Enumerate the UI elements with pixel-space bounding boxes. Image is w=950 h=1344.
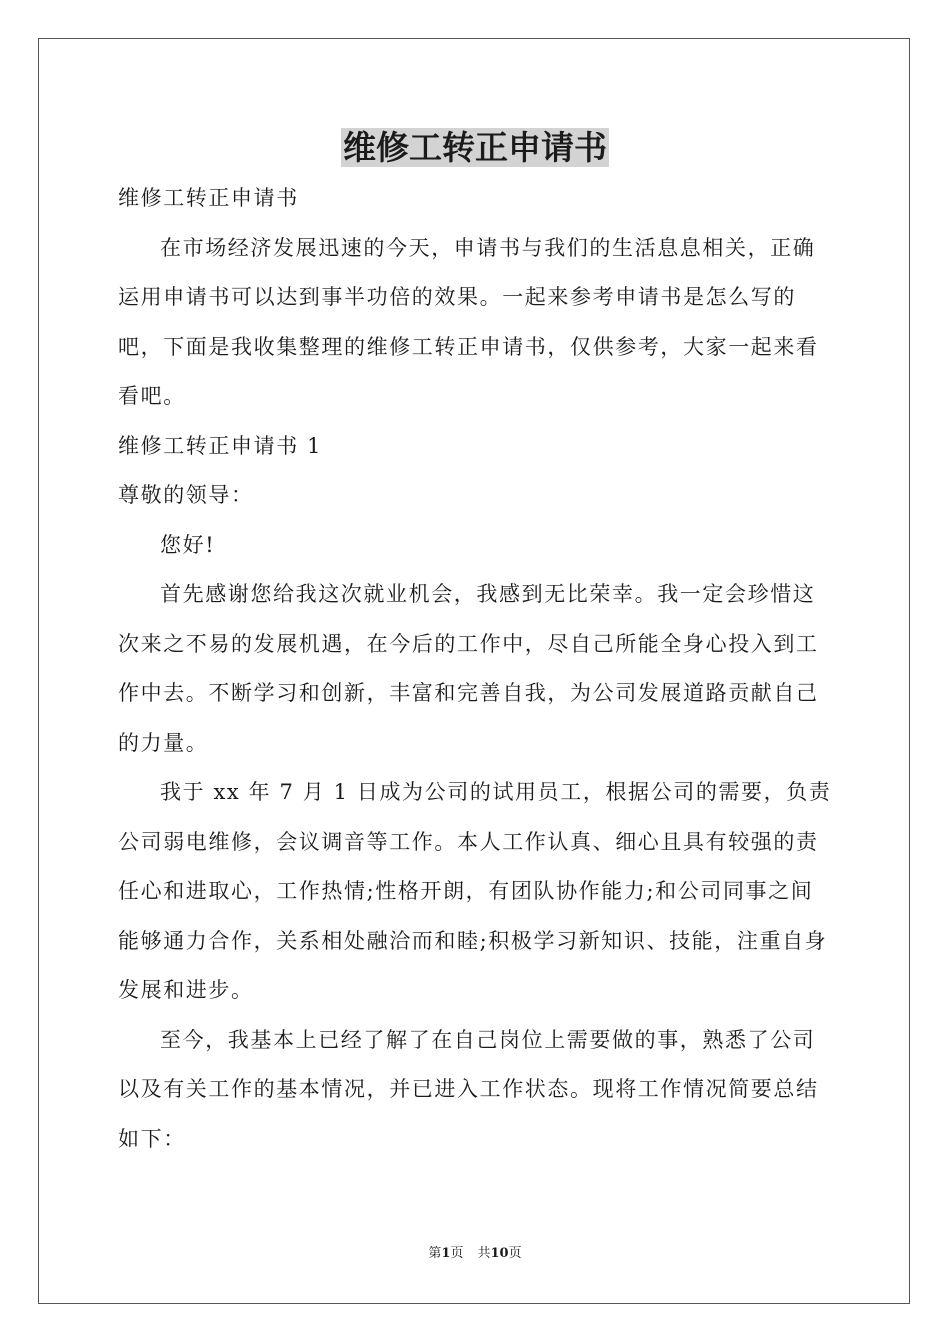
footer-current-page: 1 — [441, 1246, 451, 1261]
paragraph-1: 在市场经济发展迅速的今天，申请书与我们的生活息息相关，正确运用申请书可以达到事半功倍的效果。一起来参考申请书是怎么写的吧，下面是我收集整理的维修工转正申请书，仅供参考，大家一起来看看吧。 — [118, 235, 819, 408]
footer-page-unit: 页 — [450, 1246, 464, 1261]
footer-prefix: 第 — [428, 1246, 442, 1261]
paragraph-2: 维修工转正申请书 1 — [118, 433, 323, 458]
document-body — [118, 174, 834, 1164]
document-title — [0, 126, 950, 170]
document-title-text: 维修工转正申请书 — [343, 128, 607, 167]
paragraph-0: 维修工转正申请书 — [118, 186, 299, 210]
paragraph-7: 至今，我基本上已经了解了在自己岗位上需要做的事，熟悉了公司以及有关工作的基本情况，并已进入工作状态。现将工作情况简要总结如下： — [118, 1027, 819, 1151]
paragraph-4: 您好! — [160, 532, 216, 557]
paragraph-3: 尊敬的领导： — [118, 483, 254, 507]
footer-total-pages: 10 — [490, 1246, 509, 1261]
page-footer — [0, 1244, 950, 1264]
paragraph-6: 我于 xx 年 7 月 1 日成为公司的试用员工，根据公司的需要，负责公司弱电维修，会议调音等工作。本人工作认真、细心且具有较强的责任心和进取心，工作热情;性格开朗，有团队协作能力;和公司同事之间能够通力合作，关系相处融洽而和睦;积极学习新知识、技能，注重自身发展和进步。 — [118, 780, 832, 1002]
paragraph-5: 首先感谢您给我这次就业机会，我感到无比荣幸。我一定会珍惜这次来之不易的发展机遇，在今后的工作中，尽自己所能全身心投入到工作中去。不断学习和创新，丰富和完善自我，为公司发展道路贡献自己的力量。 — [118, 582, 819, 755]
footer-total-unit: 页 — [508, 1246, 522, 1261]
footer-total-prefix: 共 — [477, 1246, 491, 1261]
